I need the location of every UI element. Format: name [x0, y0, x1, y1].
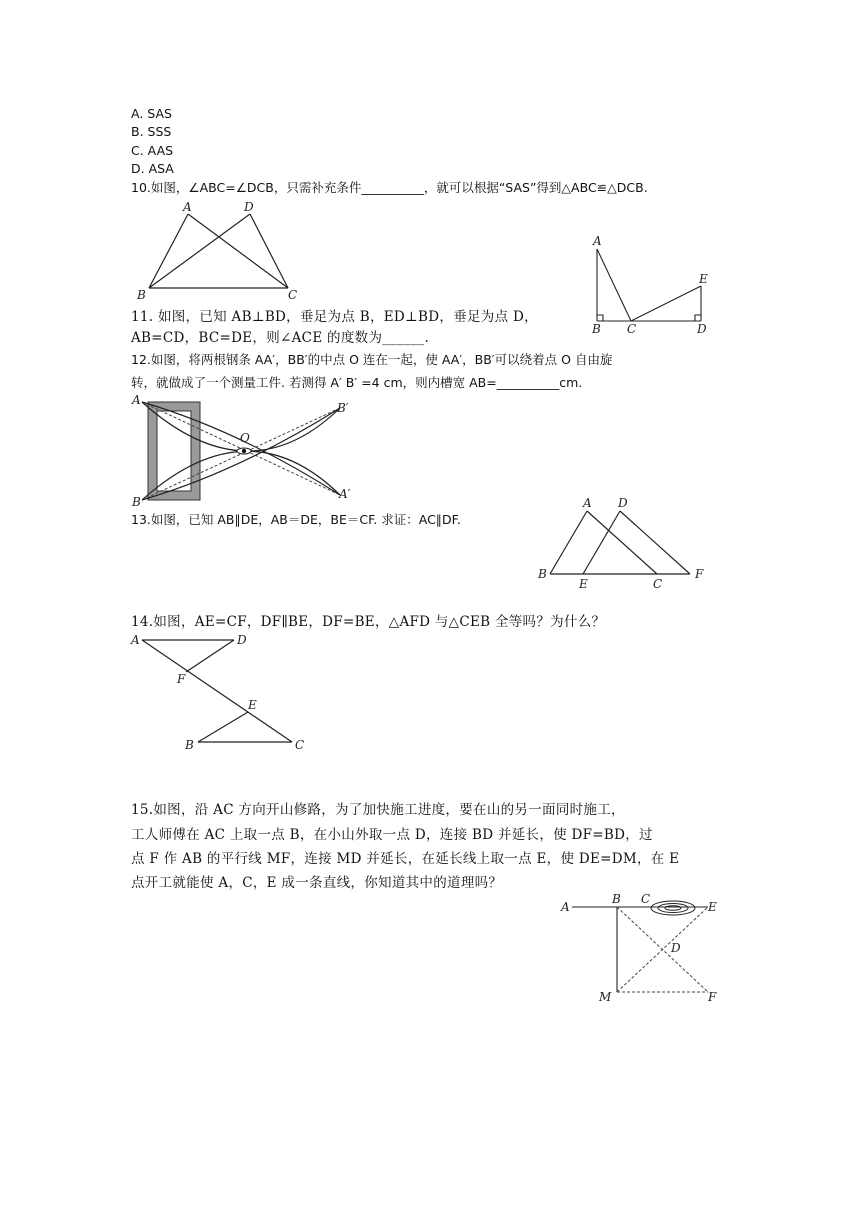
q11-label-d: D — [697, 322, 707, 336]
option-a: A. SAS — [131, 106, 172, 121]
q11-label-c: C — [627, 322, 637, 336]
q15-label-b: B — [612, 892, 621, 906]
q14-label-d: D — [237, 633, 247, 647]
q12-label-a-prime: A′ — [339, 487, 351, 501]
q13-label-b: B — [538, 567, 547, 581]
q11-label-b: B — [592, 322, 601, 336]
option-d: D. ASA — [131, 161, 174, 176]
option-b: B. SSS — [131, 124, 172, 139]
q12-label-a: A — [132, 393, 141, 407]
question-12-line-1: 12.如图，将两根钢条 AA′，BB′的中点 O 连在一起，使 AA′，BB′可以绕着点 O 自由旋 — [131, 352, 613, 367]
question-15-line-3: 点 F 作 AB 的平行线 MF，连接 MD 并延长，在延长线上取一点 E，使 DE=DM，在 E — [131, 851, 680, 867]
q13-label-a: A — [583, 496, 592, 510]
q10-label-a: A — [183, 200, 192, 214]
q10-label-b: B — [137, 288, 146, 302]
question-15-line-4: 点开工就能使 A，C，E 成一条直线，你知道其中的道理吗？ — [131, 875, 503, 891]
question-13-text: 13.如图，已知 AB∥DE，AB＝DE，BE＝CF. 求证：AC∥DF. — [131, 512, 461, 527]
q15-label-m: M — [599, 990, 612, 1004]
q12-label-b-prime: B′ — [337, 401, 349, 415]
q13-label-f: F — [695, 567, 704, 581]
q14-label-e: E — [248, 698, 257, 712]
q12-label-b: B — [132, 495, 141, 509]
figure-q14-triangles — [128, 630, 318, 755]
q12-label-o: O — [240, 431, 250, 445]
question-11-line-1: 11. 如图，已知 AB⊥BD，垂足为点 B，ED⊥BD，垂足为点 D， — [131, 309, 538, 325]
q13-label-c: C — [653, 577, 663, 591]
q14-label-a: A — [131, 633, 140, 647]
figure-q11-right-angles — [585, 233, 715, 338]
figure-q10-triangles — [130, 196, 310, 306]
q11-label-e: E — [699, 272, 708, 286]
q13-label-d: D — [618, 496, 628, 510]
question-15-line-1: 15.如图，沿 AC 方向开山修路，为了加快施工进度，要在山的另一面同时施工， — [131, 802, 625, 818]
question-10-text: 10.如图，∠ABC=∠DCB，只需补充条件__________，就可以根据“SAS”得到△ABC≌△DCB. — [131, 180, 648, 195]
q15-label-e: E — [708, 900, 717, 914]
q13-label-e: E — [579, 577, 588, 591]
option-c: C. AAS — [131, 143, 174, 158]
q15-label-a: A — [561, 900, 570, 914]
figure-q12-measuring-tool — [128, 392, 368, 512]
q15-label-f: F — [708, 990, 717, 1004]
q11-label-a: A — [593, 234, 602, 248]
question-11-line-2: AB=CD，BC=DE，则∠ACE 的度数为______. — [131, 330, 430, 346]
q10-label-d: D — [244, 200, 254, 214]
q15-label-c: C — [641, 892, 651, 906]
question-14-text: 14.如图，AE=CF，DF∥BE，DF=BE，△AFD 与△CEB 全等吗？为什么？ — [131, 614, 606, 630]
figure-q13-parallel-triangles — [535, 494, 715, 594]
question-12-line-2: 转，就做成了一个测量工件. 若测得 A′ B′ =4 cm，则内槽宽 AB=__________cm. — [131, 375, 583, 390]
q14-label-b: B — [185, 738, 194, 752]
q10-label-c: C — [288, 288, 298, 302]
figure-q15-road — [558, 890, 728, 1002]
q14-label-c: C — [295, 738, 305, 752]
question-15-line-2: 工人师傅在 AC 上取一点 B，在小山外取一点 D，连接 BD 并延长，使 DF=BD，过 — [131, 827, 653, 843]
q15-label-d: D — [671, 941, 681, 955]
q14-label-f: F — [177, 672, 186, 686]
